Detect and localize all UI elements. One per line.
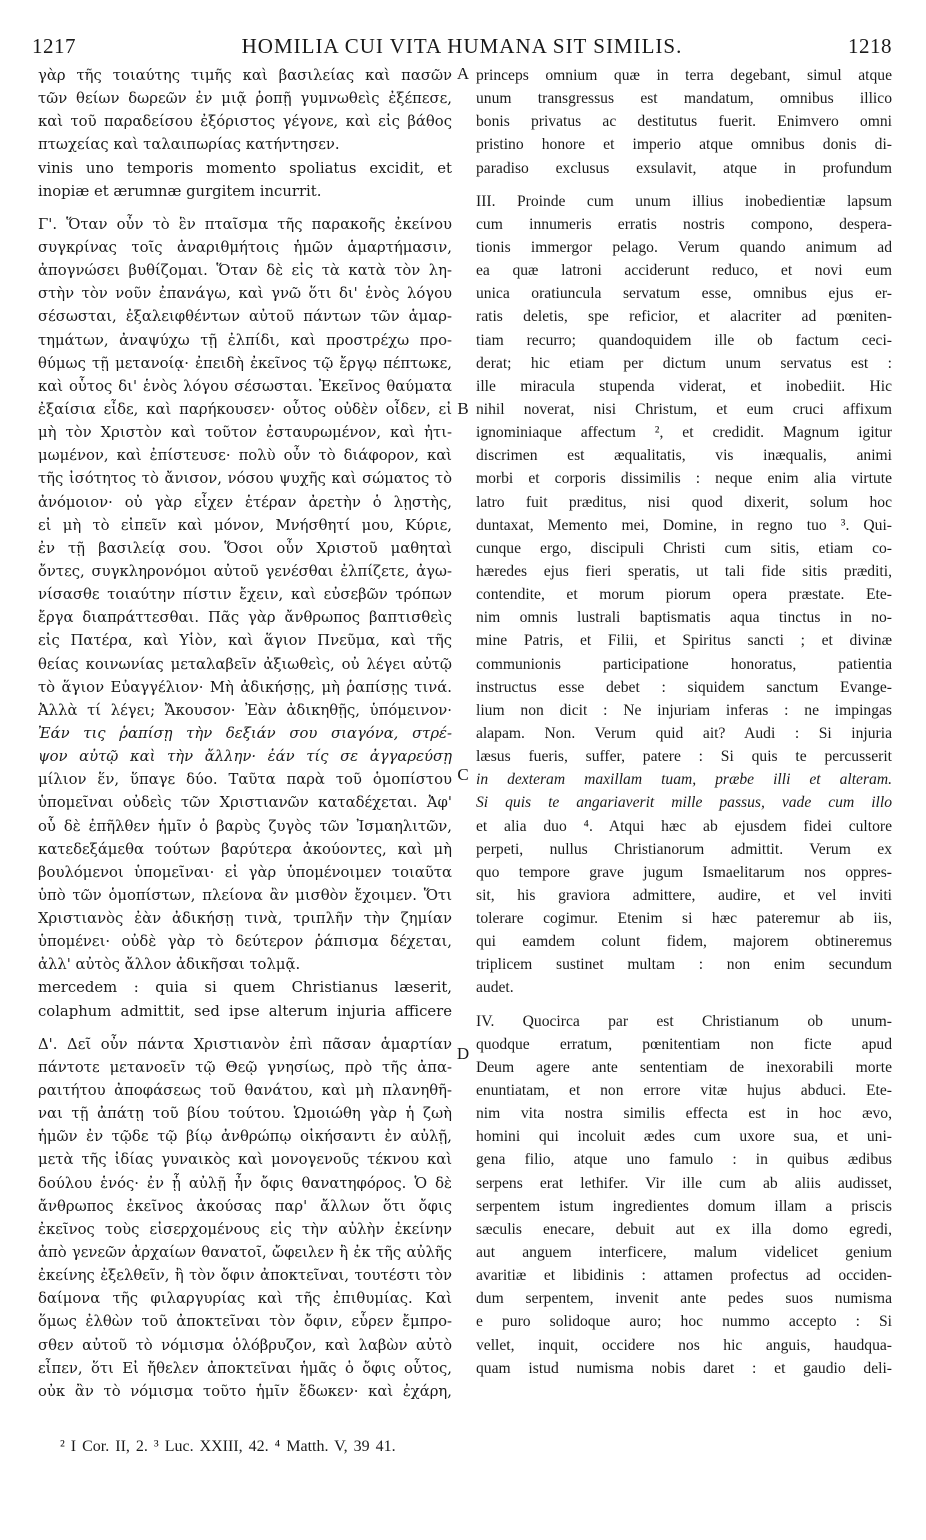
latin-text-line: qui eamdem colunt fidem, majorem obtineremus [476, 933, 892, 951]
greek-text-line: ὑπὸ τῶν ὁμοπίστων, πλείονα ἂν μισθὸν ἔχοιμεν. Ὅτι [38, 886, 452, 904]
greek-text-line: ραιτήτου ἀποφάσεως τοῦ θανάτου, καὶ μὴ πλανηθῆ- [38, 1082, 452, 1100]
latin-text-line: enuntiatam, et non errore vitæ hujus abduci. Ete- [476, 1082, 892, 1100]
greek-text-line: μετὰ τῆς ἰδίας γυναικὸς καὶ μονογενοῦς τέκνου καὶ [38, 1151, 452, 1169]
latin-text-line: aut anguem interficere, malum videlicet genium [476, 1244, 892, 1262]
greek-text-line: ἀπὸ γενεῶν ἀρχαίων θανατοῖ, ὤφειλεν ἢ ἐκ τῆς αὐλῆς [38, 1244, 452, 1262]
greek-text-line: μωμένον, καὶ ἐπίστευσε· πολὺ οὖν τὸ διάφορον, καὶ [38, 447, 452, 465]
greek-text-line: Γ'. Ὅταν οὖν τὸ ἓν πταῖσμα τῆς παρακοῆς ἐκείνου [38, 215, 452, 233]
greek-text-line: τημάτων, ἀναψύχω τῇ ἐλπίδι, καὶ προστρέχω προ- [38, 331, 452, 349]
greek-text-line: ὅμως ἐλθὼν τοῦ ἀποκτεῖναι τὸν ὄφιν, εὗρεν ἔμπρο- [38, 1313, 452, 1331]
paragraph-gap [38, 1023, 452, 1033]
margin-marker-c: C [457, 765, 469, 784]
greek-text-line: εἰ μὴ τὸ εἰπεῖν καὶ μόνον, Μνήσθητί μου, Κύριε, [38, 516, 452, 534]
latin-text-line: cunque ergo, discipuli Christi cum sitis, etiam co- [476, 539, 892, 557]
running-title: HOMILIA CUI VITA HUMANA SIT SIMILIS. [241, 34, 683, 58]
latin-text-line: homini qui incoluit ædes cum uxore sua, et uni- [476, 1128, 892, 1146]
greek-text-line: μὴ τὸν Χριστὸν καὶ τοῦτον ἐσταυρωμένον, καὶ ἠτι- [38, 424, 452, 442]
latin-text-line: contendite, et morum piorum opera præstate. Ete- [476, 586, 892, 604]
latin-text-line: cum innumeris erratis nostris compono, despera- [476, 215, 892, 233]
greek-text-line: ἐκεῖνος τοὺς εἰσερχομένους εἰς τὴν αὐλὴν ἐκείνην [38, 1220, 452, 1238]
latin-text-line: derat; hic etiam per dictum unum servatus est : [476, 354, 892, 372]
latin-text-line: paradiso exclusus exsulavit, atque in profundum [476, 159, 892, 177]
greek-text-line: ὑπομεῖναι οὐδεὶς τῶν Χριστιανῶν καταδέχεται. Ἀφ' [38, 794, 452, 812]
greek-text-line: πτωχείας καὶ ταλαιπωρίας κατήντησεν. [38, 136, 340, 154]
latin-text-line: quodque erratum, pœnitentiam non ficte apud [476, 1035, 892, 1053]
latin-text-line: IV. Quocirca par est Christianum ob unum- [476, 1012, 892, 1030]
greek-text-line: εἶπεν, ὅτι Εἰ ἤθελεν ἀποκτεῖναι ἡμᾶς ὁ ὄφις οὗτος, [38, 1359, 452, 1377]
greek-text-line: vinis uno temporis momento spoliatus excidit, et [38, 159, 452, 177]
latin-text-line: sæculis enecare, debuit aut ex illa domo egredi, [476, 1220, 892, 1238]
greek-text-line: inopiæ et ærumnæ gurgitem incurrit. [38, 182, 322, 200]
latin-text-line: bonis privatus ac destitutus fuerit. Enimvero omni [476, 113, 892, 131]
latin-text-line: instructus esse debet : siquidem sanctum Evange- [476, 678, 892, 696]
latin-text-line: ea quæ latroni acciderunt reduco, et novi eum [476, 262, 892, 280]
greek-text-line: σθεν αὐτοῦ τὸ νόμισμα ὁλόβρυζον, καὶ λαβὼν αὐτὸ [38, 1336, 452, 1354]
paragraph-gap [476, 180, 892, 190]
latin-text-line: gena filio, atque uno famulo : in quibus ædibus [476, 1151, 892, 1169]
greek-text-column [38, 64, 452, 1403]
latin-text-line: mine Patris, et Filii, et Spiritus sancti ; et divinæ [476, 632, 892, 650]
greek-text-line: Χριστιανὸς ἐὰν ἀδικήσῃ τινὰ, τριπλῆν τὴν ζημίαν [38, 910, 452, 928]
greek-text-line: μίλιον ἕν, ὕπαγε δύο. Ταῦτα παρὰ τοῦ ὁμοπίστου [38, 771, 452, 789]
latin-text-line: Deum agere ante sententiam de inexorabili morte [476, 1058, 892, 1076]
latin-text-line: lium non dicit : Ne injuriam inferas : ne impingas [476, 701, 892, 719]
greek-text-line: Ἐάν τις ῥαπίσῃ τὴν δεξιάν σου σιαγόνα, στρέ- [38, 724, 452, 742]
latin-text-line: quo tempore grave jugum Ismaelitarum nos oppres- [476, 863, 892, 881]
latin-text-line: unica oratiuncula servatum esse, omnibus ejus er- [476, 285, 892, 303]
greek-text-line: καὶ οὗτος δι' ἑνὸς λόγου σέσωσται. Ἐκεῖνος θαύματα [38, 377, 452, 395]
latin-text-line: ratis deletis, spe reficior, et alacriter ad pœniten- [476, 308, 892, 326]
footnotes: ² I Cor. II, 2. ³ Luc. XXIII, 42. ⁴ Matth. V, 39 41. [60, 1438, 396, 1455]
latin-text-line: sit, his graviora admittere, audire, et vel inviti [476, 886, 892, 904]
latin-text-line: perpeti, nullus Christianorum admittit. Verum ex [476, 840, 892, 858]
latin-text-line: triplicem sustinet multam : non enim secundum [476, 956, 892, 974]
latin-text-line: e puro solidoque auro; hoc nummo accepto : Si [476, 1313, 892, 1331]
latin-text-line: duntaxat, Memento mei, Domine, in regno tuo ³. Qui- [476, 516, 892, 534]
greek-text-line: ἔργα διαπράττεσθαι. Πᾶς γὰρ ἄνθρωπος βαπτισθεὶς [38, 609, 452, 627]
greek-text-line: συγκρίνας τοῖς ἀναριθμήτοις ἡμῶν ἁμαρτήμασιν, [38, 238, 452, 256]
greek-text-line: κατεδεξάμεθα τούτων βαρύτερα ἀκούοντες, καὶ μὴ [38, 840, 452, 858]
greek-text-line: ἀλλ' αὐτὸς ἄλλον ἀδικῆσαι τολμᾷ. [38, 956, 301, 974]
latin-text-line: princeps omnium quæ in terra degebant, simul atque [476, 67, 892, 84]
latin-text-line: læsus fueris, suffer, patere : Si quis te percusserit [476, 748, 892, 766]
latin-text-line: nim omnis lustrali baptismatis aqua tinctus in no- [476, 609, 892, 627]
greek-text-line: σέσωσται, ἐξαλειφθέντων αὐτοῦ πάντων τῶν ἁμαρ- [38, 308, 452, 326]
latin-text-line: tolerare cogimur. Etenim si hæc pateremur ab iis, [476, 910, 892, 928]
latin-text-line: in dexteram maxillam tuam, præbe illi et alteram. [476, 771, 892, 789]
latin-text-line: ignominiaque affectum ², et credidit. Magnum igitur [476, 424, 892, 442]
latin-text-line: serpens erat lethifer. Vir ille cum ab aliis audisset, [476, 1174, 892, 1192]
paragraph-gap [38, 203, 452, 213]
greek-text-line: ἐν τῇ βασιλείᾳ σου. Ὅσοι οὖν Χριστοῦ μαθηταὶ [38, 539, 452, 557]
greek-text-line: ἐξαίσια εἶδε, καὶ παρήκουσεν· οὗτος οὐδὲν οἶδεν, εἰ [38, 400, 452, 418]
greek-text-line: mercedem : quia si quem Christianus læserit, [38, 979, 452, 997]
greek-text-line: ἀπογνώσει βυθίζομαι. Ὅταν δὲ εἰς τὰ κατὰ τὸν λη- [38, 262, 452, 280]
page-number-right: 1218 [848, 34, 892, 58]
greek-text-line: εἰς Πατέρα, καὶ Υἱὸν, καὶ ἅγιον Πνεῦμα, καὶ τῆς [38, 632, 452, 650]
latin-text-line: unum transgressus est mandatum, omnibus illico [476, 90, 892, 108]
greek-text-line: γὰρ τῆς τοιαύτης τιμῆς καὶ βασιλείας καὶ πασῶν [38, 67, 452, 84]
margin-marker-a: A [456, 64, 470, 83]
greek-text-line: στὴν τὸν νοῦν ἐπανάγω, καὶ γνῶ ὅτι δι' ἑνὸς λόγου [38, 285, 452, 303]
latin-text-line: tionis immergor pelago. Verum quando animum ad [476, 238, 892, 256]
greek-text-line: Δ'. Δεῖ οὖν πάντα Χριστιανὸν ἐπὶ πᾶσαν ἁμαρτίαν [38, 1035, 452, 1053]
latin-text-line: serpentem istum ingredientes domum illam a priscis [476, 1197, 892, 1215]
latin-text-line: morbi et corporis dissimilis : neque enim alia virtute [476, 470, 892, 488]
latin-text-line: alapam. Non. Verum quid ait? Audi : Si injuria [476, 724, 892, 742]
greek-text-line: τὸ ἅγιον Εὐαγγέλιον· Μὴ ἀδικήσῃς, μὴ ῥαπίσῃς τινά. [38, 678, 452, 696]
latin-text-line: pristino honore et imperio atque omnibus donis di- [476, 136, 892, 154]
latin-text-line: et alia duo ⁴. Atqui hæc ab ejusdem fidei cultore [476, 817, 892, 835]
greek-text-line: δαίμονα τῆς φιλαργυρίας καὶ τῆς ἐπιθυμίας. Καὶ [38, 1290, 452, 1308]
latin-text-line: Si quis te angariaverit mille passus, vade cum illo [476, 794, 892, 812]
page-number-left: 1217 [32, 34, 76, 58]
latin-text-line: communionis participatione honoratus, patientia [476, 655, 892, 673]
latin-text-line: nim vita nostra similis effecta est in hoc ævo, [476, 1105, 892, 1123]
greek-text-line: θείας κοινωνίας μεταλαβεῖν ἀξιωθεὶς, οὐ λέγει αὐτῷ [38, 655, 452, 673]
latin-text-column [476, 64, 892, 1380]
latin-text-line: quam istud numisma nobis daret : et gaudio deli- [476, 1359, 892, 1377]
greek-text-line: δούλου ἑνός· ἐν ᾗ αὐλῇ ἦν ὄφις θανατηφόρος. Ὁ δὲ [38, 1174, 452, 1192]
greek-text-line: θύμως τῇ μετανοίᾳ· ἐπειδὴ ἐκεῖνος τῷ ἔργῳ πέπτωκε, [38, 354, 452, 372]
greek-text-line: colaphum admittit, sed ipse alterum injuria afficere [38, 1002, 452, 1020]
greek-text-line: ἐκείνης ἐξελθεῖν, ἢ τὸν ὄφιν ἀποκτεῖναι, τουτέστι τὸν [38, 1267, 452, 1285]
greek-text-line: τῶν θείων δωρεῶν ἐν μιᾷ ῥοπῇ γυμνωθεὶς ἐξέπεσε, [38, 90, 452, 108]
latin-text-line: nihil noverat, nisi Christum, et eum cruci affixum [476, 400, 892, 418]
greek-text-line: ναι τῇ ἀπάτῃ τοῦ βίου τούτου. Ὡμοιώθη γὰρ ἡ ζωὴ [38, 1105, 452, 1123]
greek-text-line: ἄνθρωπος ἐκεῖνος ἀκούσας παρ' ἄλλων ὅτι ὄφις [38, 1197, 452, 1215]
latin-text-line: avaritiæ et libidinis : attamen profectus ad occiden- [476, 1267, 892, 1285]
margin-marker-b: B [457, 399, 469, 418]
page-header [32, 34, 892, 64]
greek-text-line: ἡμῶν ἐν τῷδε τῷ βίῳ ἀνθρώπῳ οἰκήσαντι ἐν αὐλῇ, [38, 1128, 452, 1146]
greek-text-line: πάντοτε μετανοεῖν τῷ Θεῷ γνησίως, πρὸ τῆς ἀπα- [38, 1058, 452, 1076]
greek-text-line: ὄντες, συγκληρονόμοι αὐτοῦ γενέσθαι ἐλπίζετε, ἀγω- [38, 562, 452, 580]
latin-text-line: vellet, inquit, occidere nos hic anguis, haudqua- [476, 1336, 892, 1354]
latin-text-line: audet. [476, 979, 514, 997]
greek-text-line: οὐκ ἂν τὸ νόμισμα τοῦτο ἡμῖν ἔδωκεν· καὶ ἐχάρη, [38, 1382, 452, 1400]
latin-text-line: ille miracula stupenda viderat, et inobediit. Hic [476, 377, 892, 395]
greek-text-line: ἀνόμοιον· οὐ γὰρ εἶχεν ἑτέραν ἀρετὴν ὁ λῃστὴς, [38, 493, 452, 511]
latin-text-line: hæredes ejus fieri speratis, ut tali fide sitis præditi, [476, 562, 892, 580]
paragraph-gap [476, 1000, 892, 1010]
latin-text-line: dum serpentem, invenit ante pedes suos numisma [476, 1290, 892, 1308]
greek-text-line: καὶ τοῦ παραδείσου ἐξόριστος γέγονε, καὶ εἰς βάθος [38, 113, 452, 131]
greek-text-line: νίσασθε τοιαύτην πίστιν ἔχειν, καὶ εὐσεβῶν τρόπων [38, 586, 452, 604]
greek-text-line: οὗ δὲ ἐπῆλθεν ἡμῖν ὁ βαρὺς ζυγὸς τῶν Ἰσμαηλιτῶν, [38, 817, 452, 835]
latin-text-line: III. Proinde cum unum illius inobedientiæ lapsum [476, 192, 892, 210]
greek-text-line: βουλόμενοι ὑπομεῖναι· εἰ γὰρ ὑπομένοιμεν τοιαῦτα [38, 863, 452, 881]
greek-text-line: ὑπομένει· οὐδὲ γὰρ τὸ δεύτερον ῥάπισμα δέχεται, [38, 933, 452, 951]
latin-text-line: latro fuit præditus, nisi quod dixerit, solum hoc [476, 493, 892, 511]
greek-text-line: Ἀλλὰ τί λέγει; Ἄκουσον· Ἐὰν ἀδικηθῇς, ὑπόμεινον· [38, 701, 452, 719]
margin-marker-d: D [456, 1044, 470, 1063]
latin-text-line: discrimen est æqualitatis, vis inæqualis, animi [476, 447, 892, 465]
greek-text-line: ψον αὐτῷ καὶ τὴν ἄλλην· ἐάν τίς σε ἀγγαρεύσῃ [38, 748, 452, 766]
latin-text-line: tiam recurro; quandoquidem ille ob factum ceci- [476, 331, 892, 349]
greek-text-line: τῆς ἰσότητος τὸ ἄνισον, νόσου ψυχῆς καὶ σώματος τὸ [38, 470, 452, 488]
